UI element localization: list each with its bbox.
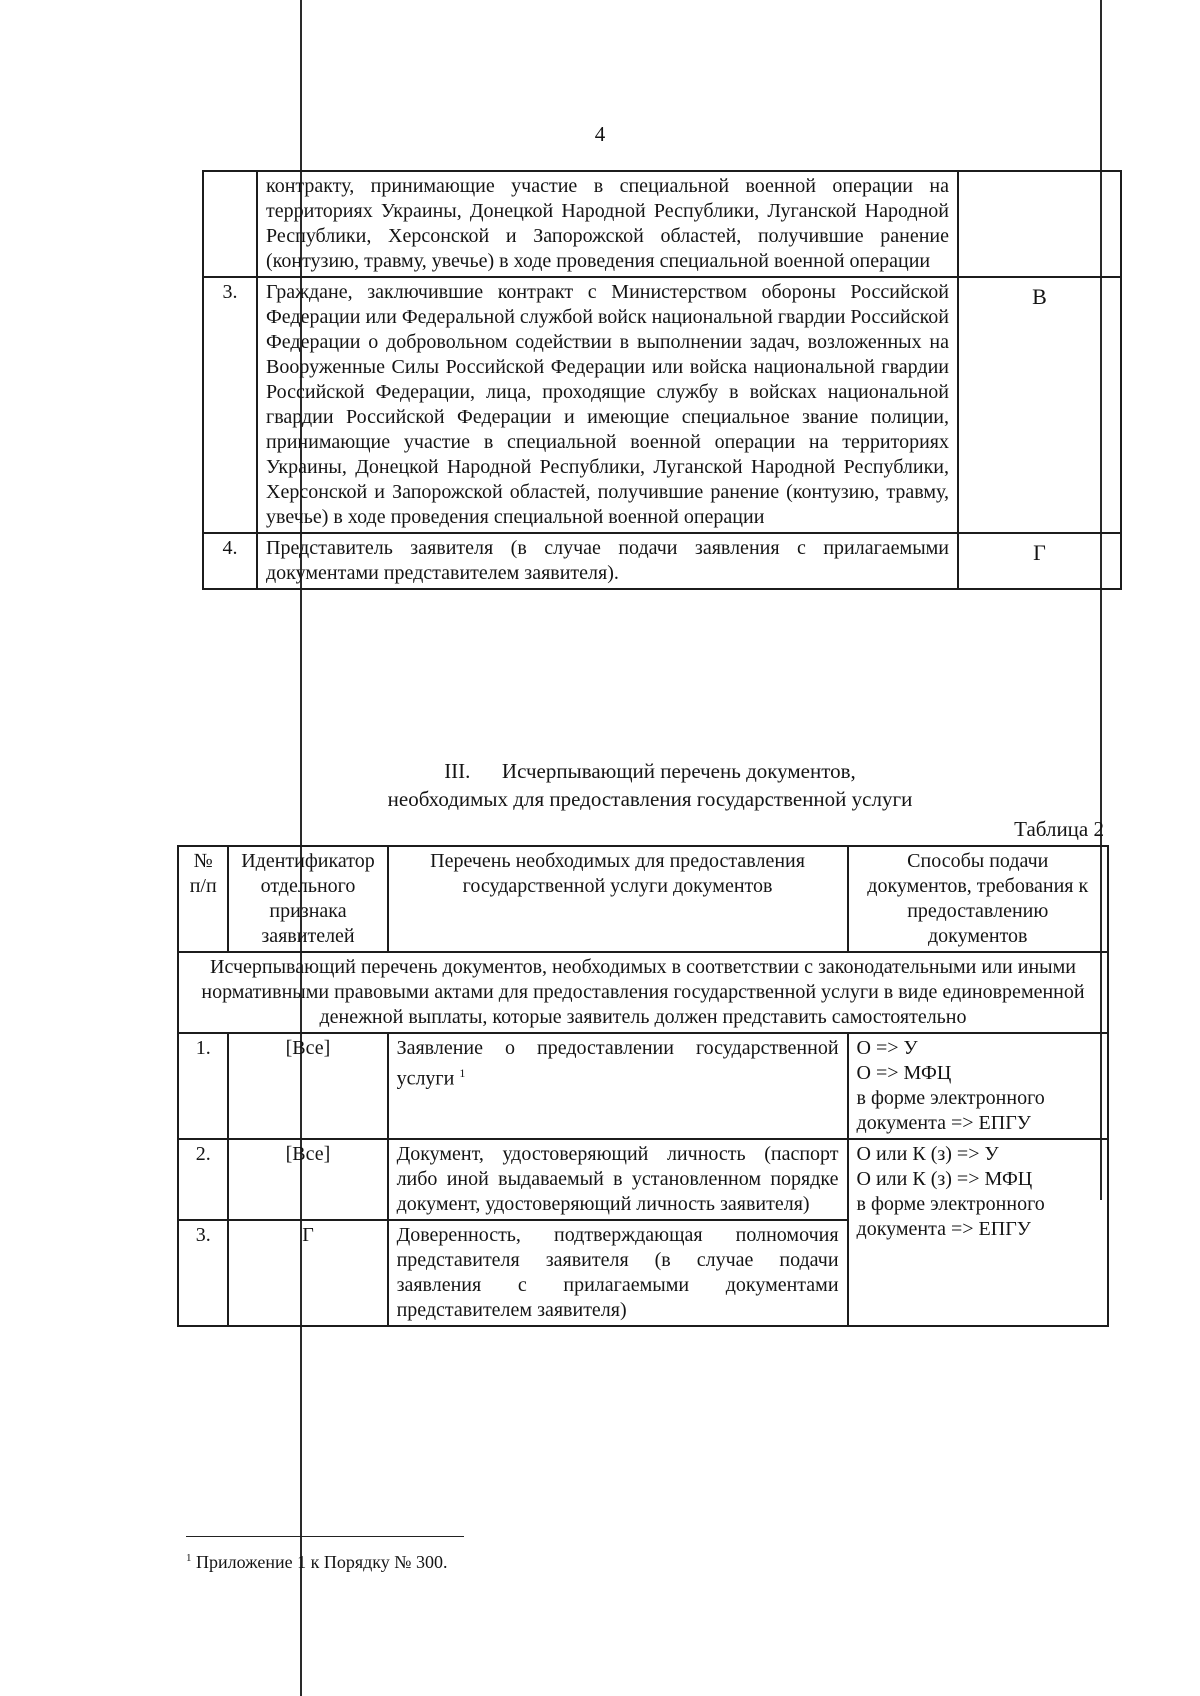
document-text: Заявление о предоставлении государственной услуги bbox=[396, 1037, 839, 1090]
method-line: в форме электронного документа => ЕПГУ bbox=[856, 1087, 1045, 1134]
page-number: 4 bbox=[594, 122, 606, 146]
footnote-divider bbox=[186, 1536, 464, 1537]
footnote-text: Приложение 1 к Порядку № 300. bbox=[196, 1552, 448, 1572]
table-row bbox=[178, 1139, 1108, 1220]
row-number: 2. bbox=[178, 1139, 228, 1220]
table-row bbox=[203, 171, 1121, 277]
row-ident: [Все] bbox=[228, 1033, 387, 1139]
row-method bbox=[848, 1033, 1108, 1139]
row-ident: [Все] bbox=[228, 1139, 387, 1220]
method-line: О или К (з) => МФЦ bbox=[856, 1168, 1033, 1190]
category-code: Г bbox=[958, 533, 1121, 589]
section-title-line1: Исчерпывающий перечень документов, bbox=[501, 759, 856, 783]
footnote-ref: 1 bbox=[459, 1066, 466, 1080]
row-document bbox=[388, 1033, 848, 1139]
section-title-line2: необходимых для предоставления государственной услуги bbox=[387, 787, 913, 811]
header-num: № п/п bbox=[178, 846, 228, 952]
category-text: Граждане, заключившие контракт с Министерством обороны Российской Федерации или Федеральной службой войск национальной гвардии Российской Федерации о добровольном содействии в выполнении задач, возложенных на Вооруженные Силы Российской Федерации или войска национальной гвардии Российской Федерации, лица, проходящие службу в войсках национальной гвардии Российской Федерации и имеющие специальное звание полиции, принимающие участие в специальной военной операции на территориях Украины, Донецкой Народной Республики, Луганской Народной Республики, Херсонской и Запорожской областей, получившие ранение (контузию, травму, увечье) в ходе проведения специальной военной операции bbox=[257, 277, 958, 533]
footnote bbox=[186, 1552, 447, 1573]
table-span-row bbox=[178, 952, 1108, 1033]
row-number: 1. bbox=[178, 1033, 228, 1139]
section-numeral: III. bbox=[444, 759, 471, 783]
table-row bbox=[178, 1033, 1108, 1139]
header-list: Перечень необходимых для предоставления государственной услуги документов bbox=[388, 846, 848, 952]
table-row bbox=[203, 533, 1121, 589]
method-line: О или К (з) => У bbox=[856, 1143, 999, 1165]
table-header-row bbox=[178, 846, 1108, 952]
category-text: Представитель заявителя (в случае подачи заявления с прилагаемыми документами представителем заявителя). bbox=[257, 533, 958, 589]
row-number bbox=[203, 171, 257, 277]
header-method: Способы подачи документов, требования к предоставлению документов bbox=[848, 846, 1108, 952]
header-ident: Идентификатор отдельного признака заявителей bbox=[228, 846, 387, 952]
row-document: Документ, удостоверяющий личность (паспорт либо иной выдаваемый в установленном порядке документ, удостоверяющий личность заявителя) bbox=[388, 1139, 848, 1220]
method-line: О => МФЦ bbox=[856, 1062, 952, 1084]
table-label: Таблица 2 bbox=[1014, 817, 1104, 841]
footnote-mark: 1 bbox=[186, 1552, 192, 1564]
method-line: в форме электронного документа => ЕПГУ bbox=[856, 1193, 1045, 1240]
row-document: Доверенность, подтверждающая полномочия представителя заявителя (в случае подачи заявления с прилагаемыми документами представителем заявителя) bbox=[388, 1220, 848, 1326]
row-method bbox=[848, 1139, 1108, 1326]
category-code: В bbox=[958, 277, 1121, 533]
applicant-category-table bbox=[202, 170, 1122, 590]
method-line: О => У bbox=[856, 1037, 918, 1059]
row-number: 3. bbox=[178, 1220, 228, 1326]
span-text: Исчерпывающий перечень документов, необходимых в соответствии с законодательными или иными нормативными правовыми актами для предоставления государственной услуги в виде единовременной денежной выплаты, которые заявитель должен представить самостоятельно bbox=[178, 952, 1108, 1033]
section-heading bbox=[180, 757, 1120, 813]
category-text: контракту, принимающие участие в специальной военной операции на территориях Украины, Донецкой Народной Республики, Луганской Народной Республики, Херсонской и Запорожской областей, получившие ранение (контузию, травму, увечье) в ходе проведения специальной военной операции bbox=[257, 171, 958, 277]
row-ident: Г bbox=[228, 1220, 387, 1326]
row-number: 3. bbox=[203, 277, 257, 533]
table-row bbox=[203, 277, 1121, 533]
row-number: 4. bbox=[203, 533, 257, 589]
documents-table bbox=[177, 845, 1109, 1327]
category-code bbox=[958, 171, 1121, 277]
